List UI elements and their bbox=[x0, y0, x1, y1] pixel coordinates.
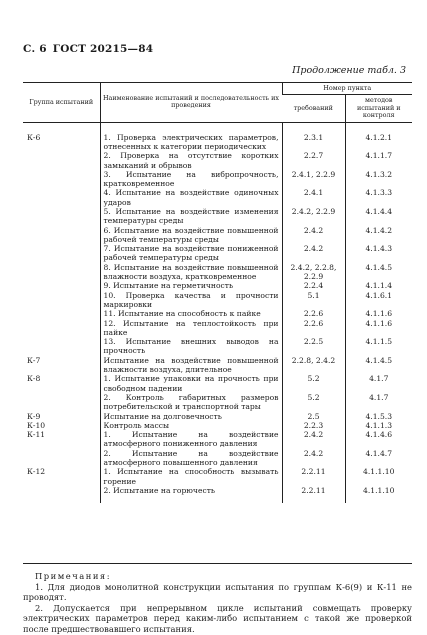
cell-name: Испытание на воздействие повышенной влажности воздуха, длительное bbox=[100, 356, 282, 375]
cell-name: Испытание на долговечность bbox=[100, 412, 282, 421]
cell-group bbox=[23, 226, 100, 245]
cell-name: 13. Испытание внешних выводов на прочность bbox=[100, 337, 282, 356]
cell-requirement: 2.2.4 bbox=[282, 281, 345, 290]
header-group: Группа испытаний bbox=[23, 83, 100, 123]
cell-method: 4.1.4.6 bbox=[345, 430, 412, 449]
header-requirements: требований bbox=[282, 95, 345, 122]
cell-group bbox=[23, 319, 100, 338]
cell-requirement: 5.2 bbox=[282, 393, 345, 412]
cell-name: 1. Испытание на способность вызывать горение bbox=[100, 467, 282, 486]
standard-code: ГОСТ 20215—84 bbox=[52, 43, 154, 55]
cell-name: 2. Проверка на отсутствие коротких замыканий и обрывов bbox=[100, 151, 282, 170]
cell-requirement: 5.2 bbox=[282, 374, 345, 393]
cell-group bbox=[23, 449, 100, 468]
cell-name: 4. Испытание на воздействие одиночных ударов bbox=[100, 188, 282, 207]
cell-group bbox=[23, 244, 100, 263]
cell-method: 4.1.4.7 bbox=[345, 449, 412, 468]
cell-method: 4.1.1.4 bbox=[345, 281, 412, 290]
cell-method: 4.1.4.2 bbox=[345, 226, 412, 245]
cell-group: К-9 bbox=[27, 411, 41, 421]
cell-name: 2. Испытание на горючесть bbox=[100, 486, 282, 503]
cell-name: 10. Проверка качества и прочности маркировки bbox=[100, 291, 282, 310]
cell-name: 3. Испытание на вибропрочность, кратковременное bbox=[100, 170, 282, 189]
cell-name: 5. Испытание на воздействие изменения температуры среды bbox=[100, 207, 282, 226]
cell-requirement: 2.4.2, 2.2.9 bbox=[282, 207, 345, 226]
page-number: С. 6 bbox=[23, 43, 47, 55]
cell-requirement: 2.5 bbox=[282, 412, 345, 421]
table-row bbox=[23, 467, 412, 486]
cell-group bbox=[23, 309, 100, 318]
cell-requirement: 2.2.11 bbox=[282, 467, 345, 486]
header-methods: методов испытаний и контроля bbox=[345, 95, 412, 122]
cell-name: 12. Испытание на теплостойкость при пайке bbox=[100, 319, 282, 338]
table-row bbox=[23, 170, 412, 189]
cell-requirement: 2.4.2 bbox=[282, 430, 345, 449]
table-row bbox=[23, 356, 412, 375]
cell-requirement: 2.2.11 bbox=[282, 486, 345, 503]
cell-requirement: 2.2.8, 2.4.2 bbox=[282, 356, 345, 375]
cell-method: 4.1.1.10 bbox=[345, 467, 412, 486]
table-row bbox=[23, 337, 412, 356]
table-bottom-rule bbox=[23, 563, 412, 564]
cell-group bbox=[23, 151, 100, 170]
cell-method: 4.1.7 bbox=[345, 374, 412, 393]
cell-name: 6. Испытание на воздействие повышенной рабочей температуры среды bbox=[100, 226, 282, 245]
cell-group bbox=[23, 486, 100, 503]
table-row bbox=[23, 263, 412, 282]
cell-method: 4.1.4.5 bbox=[345, 263, 412, 282]
cell-method: 4.1.1.6 bbox=[345, 319, 412, 338]
cell-group bbox=[23, 263, 100, 282]
cell-method: 4.1.1.10 bbox=[345, 486, 412, 503]
table-body bbox=[23, 122, 412, 503]
table-row bbox=[23, 151, 412, 170]
cell-group: К-7 bbox=[27, 355, 41, 365]
cell-method: 4.1.5.3 bbox=[345, 412, 412, 421]
cell-group bbox=[23, 337, 100, 356]
table-continuation-label: Продолжение табл. 3 bbox=[292, 65, 406, 76]
cell-group: К-11 bbox=[27, 430, 46, 440]
cell-requirement: 5.1 bbox=[282, 291, 345, 310]
table-row bbox=[23, 449, 412, 468]
table-row bbox=[23, 393, 412, 412]
cell-group bbox=[23, 281, 100, 290]
table-row bbox=[23, 319, 412, 338]
cell-method: 4.1.7 bbox=[345, 393, 412, 412]
page-header bbox=[23, 43, 153, 55]
table-row bbox=[23, 430, 412, 449]
notes-title: Примечания: bbox=[35, 571, 112, 581]
table-row bbox=[23, 486, 412, 503]
cell-requirement: 2.4.2 bbox=[282, 244, 345, 263]
cell-method: 4.1.2.1 bbox=[345, 122, 412, 151]
cell-requirement: 2.4.2 bbox=[282, 226, 345, 245]
cell-name: 2. Контроль габаритных размеров потребительской и транспортной тары bbox=[100, 393, 282, 412]
table-row bbox=[23, 291, 412, 310]
cell-method: 4.1.1.7 bbox=[345, 151, 412, 170]
cell-group: К-8 bbox=[27, 374, 41, 384]
cell-method: 4.1.6.1 bbox=[345, 291, 412, 310]
cell-requirement: 2.2.6 bbox=[282, 309, 345, 318]
note-item: 1. Для диодов монолитной конструкции испытания по группам К-6(9) и К-11 не проводят. bbox=[23, 581, 412, 603]
cell-group bbox=[23, 188, 100, 207]
cell-method: 4.1.1.5 bbox=[345, 337, 412, 356]
table-row bbox=[23, 226, 412, 245]
cell-name: 1. Испытание на воздействие атмосферного пониженного давления bbox=[100, 430, 282, 449]
cell-group bbox=[23, 207, 100, 226]
table-row bbox=[23, 188, 412, 207]
header-name: Наименование испытаний и последовательность их проведения bbox=[100, 83, 282, 123]
table-row bbox=[23, 281, 412, 290]
table-row bbox=[23, 421, 412, 430]
cell-group: К-12 bbox=[27, 467, 46, 477]
cell-method: 4.1.4.5 bbox=[345, 356, 412, 375]
cell-method: 4.1.4.4 bbox=[345, 207, 412, 226]
cell-requirement: 2.4.1, 2.2.9 bbox=[282, 170, 345, 189]
cell-method: 4.1.1.6 bbox=[345, 309, 412, 318]
table-row bbox=[23, 207, 412, 226]
table-row bbox=[23, 374, 412, 393]
note-item: 2. Допускается при непрерывном цикле испытаний совмещать проверку электрических параметров перед каким-либо испытанием с такой же проверкой после предшествовавшего испытания. bbox=[23, 602, 412, 634]
cell-method: 4.1.3.3 bbox=[345, 188, 412, 207]
cell-requirement: 2.4.2 bbox=[282, 449, 345, 468]
cell-name: 1. Испытание упаковки на прочность при свободном падении bbox=[100, 374, 282, 393]
cell-name: 7. Испытание на воздействие пониженной рабочей температуры среды bbox=[100, 244, 282, 263]
cell-name: 2. Испытание на воздействие атмосферного повышенного давления bbox=[100, 449, 282, 468]
cell-group: К-6 bbox=[27, 132, 41, 142]
cell-requirement: 2.3.1 bbox=[282, 122, 345, 151]
cell-requirement: 2.2.7 bbox=[282, 151, 345, 170]
header-number: Номер пункта bbox=[282, 83, 412, 95]
table-row bbox=[23, 309, 412, 318]
notes-section bbox=[23, 571, 412, 635]
cell-name: 9. Испытание на герметичность bbox=[100, 281, 282, 290]
cell-requirement: 2.4.1 bbox=[282, 188, 345, 207]
cell-method: 4.1.3.2 bbox=[345, 170, 412, 189]
cell-group: К-10 bbox=[27, 420, 46, 430]
cell-requirement: 2.2.3 bbox=[282, 421, 345, 430]
cell-group bbox=[23, 170, 100, 189]
cell-group bbox=[23, 393, 100, 412]
cell-method: 4.1.4.3 bbox=[345, 244, 412, 263]
cell-name: Контроль массы bbox=[100, 421, 282, 430]
table-row bbox=[23, 122, 412, 151]
table-row bbox=[23, 412, 412, 421]
cell-requirement: 2.2.6 bbox=[282, 319, 345, 338]
table-row bbox=[23, 244, 412, 263]
cell-group bbox=[23, 291, 100, 310]
cell-name: 11. Испытание на способность к пайке bbox=[100, 309, 282, 318]
cell-requirement: 2.4.2, 2.2.8, 2.2.9 bbox=[282, 263, 345, 282]
cell-method: 4.1.1.3 bbox=[345, 421, 412, 430]
tests-table bbox=[23, 82, 412, 503]
cell-name: 1. Проверка электрических параметров, отнесенных к категории периодических bbox=[100, 122, 282, 151]
cell-requirement: 2.2.5 bbox=[282, 337, 345, 356]
cell-name: 8. Испытание на воздействие повышенной влажности воздуха, кратковременное bbox=[100, 263, 282, 282]
